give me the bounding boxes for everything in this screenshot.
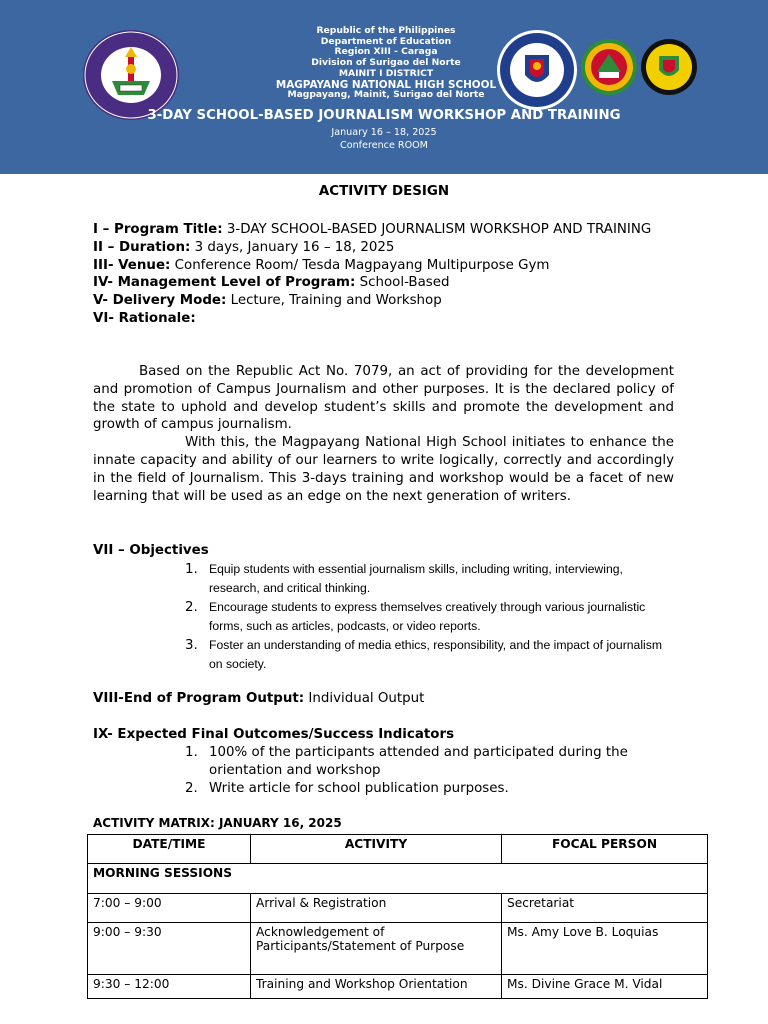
activity-cell: Arrival & Registration xyxy=(251,894,502,923)
deped-seal-logo xyxy=(496,29,578,111)
rationale-section xyxy=(93,363,674,505)
rationale-paragraph-1: Based on the Republic Act No. 7079, an act of providing for the development and promotion of Campus Journalism and other purposes. It is the declared policy of the state to uphold and develop student’s skills and promote the development and growth of campus journalism. xyxy=(93,364,674,433)
delivery-label: V- Delivery Mode: xyxy=(93,293,227,309)
program-details xyxy=(93,221,674,328)
program-title-value: 3-DAY SCHOOL-BASED JOURNALISM WORKSHOP AND TRAINING xyxy=(226,222,652,237)
time-cell: 9:30 – 12:00 xyxy=(88,975,251,999)
column-header: FOCAL PERSON xyxy=(502,835,708,864)
activity-matrix-table xyxy=(87,834,708,999)
list-item: 2. Write article for school publication purposes. xyxy=(185,780,509,796)
list-item: 1. 100% of the participants attended and participated during the orientation and workshop xyxy=(185,744,628,778)
org-line: Division of Surigao del Norte xyxy=(311,57,461,69)
output-label: VIII-End of Program Output: xyxy=(93,691,305,706)
output-value: Individual Output xyxy=(308,691,425,706)
org-line: Magpayang, Mainit, Surigao del Norte xyxy=(287,89,485,101)
outcomes-list xyxy=(93,744,674,798)
objectives-list xyxy=(93,560,674,674)
outcomes-section xyxy=(93,726,674,798)
org-line: Region XIII - Caraga xyxy=(334,46,438,58)
venue-value: Conference Room/ Tesda Magpayang Multipurpose Gym xyxy=(174,257,550,273)
rationale-paragraph-2: With this, the Magpayang National High School initiates to enhance the innate capacity and ability of our learners to write logically, correctly and accordingly in the field of Journalism. This 3-days training and workshop would be a facet of new learning that will be used as an edge on the next generation of writers. xyxy=(93,435,674,504)
header-banner xyxy=(0,0,768,174)
org-line: Republic of the Philippines xyxy=(316,25,456,36)
activity-cell: Acknowledgement of Participants/Statement of Purpose xyxy=(251,923,502,975)
table-header-row xyxy=(88,835,708,864)
session-label: MORNING SESSIONS xyxy=(88,864,708,894)
matrix-title: ACTIVITY MATRIX: JANUARY 16, 2025 xyxy=(93,816,342,830)
list-item: 3. Foster an understanding of media ethics, responsibility, and the impact of journalism on society. xyxy=(185,637,662,671)
venue-label: III- Venue: xyxy=(93,257,171,273)
output-line xyxy=(93,690,674,708)
time-cell: 7:00 – 9:00 xyxy=(88,894,251,923)
duration-label: II – Duration: xyxy=(93,239,191,255)
session-row xyxy=(88,864,708,894)
banner-title: 3-DAY SCHOOL-BASED JOURNALISM WORKSHOP AND TRAINING xyxy=(147,108,621,123)
management-value: School-Based xyxy=(359,275,450,291)
outcomes-heading: IX- Expected Final Outcomes/Success Indicators xyxy=(93,727,455,742)
rationale-heading: VI- Rationale: xyxy=(93,310,196,326)
banner-date: January 16 – 18, 2025 xyxy=(331,127,437,138)
org-line-school: MAGPAYANG NATIONAL HIGH SCHOOL xyxy=(275,78,497,91)
program-title-label: I – Program Title: xyxy=(93,222,223,237)
table-row xyxy=(88,894,708,923)
time-cell: 9:00 – 9:30 xyxy=(88,923,251,975)
duration-line xyxy=(93,239,674,257)
organization-heading xyxy=(270,26,502,101)
delivery-line xyxy=(93,292,674,310)
objectives-heading: VII – Objectives xyxy=(93,543,209,558)
focal-person-cell: Ms. Amy Love B. Loquias xyxy=(502,923,708,975)
org-line: Department of Education xyxy=(320,35,452,47)
division-seal-logo xyxy=(640,38,698,96)
venue-line xyxy=(93,257,674,275)
objectives-section xyxy=(93,542,674,674)
banner-venue: Conference ROOM xyxy=(340,140,428,151)
list-item: 1. Equip students with essential journalism skills, including writing, interviewing, research, and critical thinking. xyxy=(185,561,623,595)
table-row xyxy=(88,975,708,999)
management-line xyxy=(93,274,674,292)
table-row xyxy=(88,923,708,975)
management-label: IV- Management Level of Program: xyxy=(93,275,356,291)
region-seal-logo xyxy=(580,38,638,96)
org-line: MAINIT I DISTRICT xyxy=(338,67,434,79)
program-title-line xyxy=(93,221,674,239)
document-title: ACTIVITY DESIGN xyxy=(318,184,450,199)
activity-cell: Training and Workshop Orientation xyxy=(251,975,502,999)
delivery-value: Lecture, Training and Workshop xyxy=(230,293,442,309)
column-header: ACTIVITY xyxy=(251,835,502,864)
list-item: 2. Encourage students to express themselves creatively through various journalistic forms, such as articles, podcasts, or video reports. xyxy=(185,599,646,633)
focal-person-cell: Secretariat xyxy=(502,894,708,923)
focal-person-cell: Ms. Divine Grace M. Vidal xyxy=(502,975,708,999)
column-header: DATE/TIME xyxy=(88,835,251,864)
duration-value: 3 days, January 16 – 18, 2025 xyxy=(194,239,395,255)
